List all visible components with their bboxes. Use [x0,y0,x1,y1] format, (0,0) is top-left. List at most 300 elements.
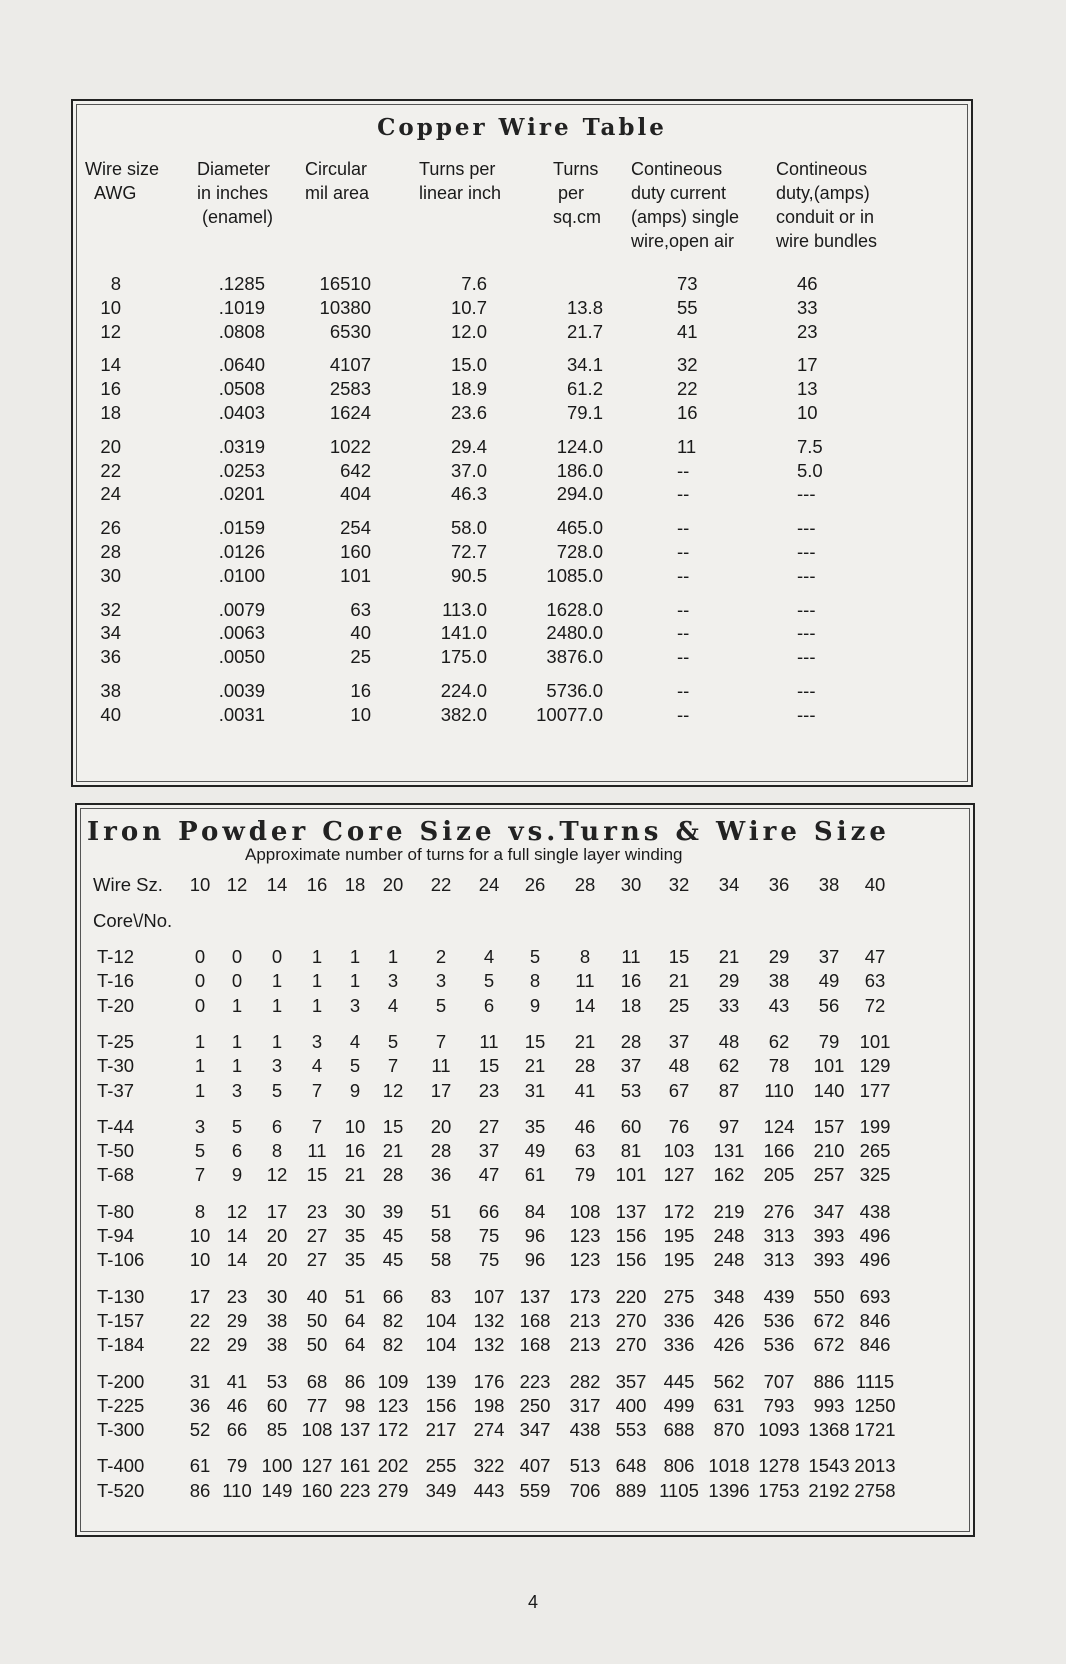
turns-cell: 137 [339,1419,371,1441]
wire-size-header: 20 [382,874,404,895]
turns-cell: 672 [813,1334,845,1356]
core-label: T-80 [97,1200,135,1222]
turns-cell: 61 [189,1455,211,1477]
turns-cell: 50 [306,1309,328,1331]
turns-cell: 4 [311,1055,323,1077]
turns-cell: 15 [382,1115,404,1137]
wire-size-header: 32 [668,874,690,895]
turns-cell: 87 [718,1079,740,1101]
wire-size-header: 26 [524,874,546,895]
turns-cell: 1 [194,1079,206,1101]
turns-cell: 846 [859,1309,891,1331]
turns-cell: 846 [859,1334,891,1356]
turns-cell: 168 [519,1309,551,1331]
copper-cell-turns-sqcm: 34.1 [566,354,603,376]
turns-cell: 98 [344,1394,366,1416]
turns-cell: 0 [194,946,206,967]
turns-cell: 445 [663,1370,695,1392]
turns-cell: 248 [713,1249,745,1271]
copper-cell-turns-sqcm: 1085.0 [546,564,603,586]
turns-cell: 8 [271,1140,283,1162]
copper-cell-turns-sqcm: 124.0 [556,435,603,457]
turns-cell: 157 [813,1115,845,1137]
core-label: T-30 [97,1055,135,1077]
copper-cell-turns-inch: 382.0 [440,703,487,725]
turns-cell: 8 [579,946,591,967]
copper-cell-diameter: .0079 [218,598,265,620]
copper-cell-turns-sqcm: 1628.0 [546,598,603,620]
turns-cell: 11 [479,1030,499,1052]
turns-cell: 124 [763,1115,795,1137]
copper-cell-diameter: .0031 [218,703,265,725]
turns-cell: 103 [663,1140,695,1162]
turns-cell: 199 [859,1115,891,1137]
turns-cell: 41 [226,1370,248,1392]
copper-cell-cmil: 16510 [319,273,371,294]
turns-cell: 63 [864,970,886,992]
copper-cell-turns-inch: 224.0 [440,680,487,701]
core-label: T-184 [97,1334,145,1356]
turns-cell: 3 [271,1055,283,1077]
wire-size-header: 34 [718,874,740,895]
turns-cell: 426 [713,1334,745,1356]
turns-cell: 45 [382,1225,404,1246]
turns-cell: 129 [859,1055,891,1077]
turns-cell: 348 [713,1285,745,1307]
turns-cell: 38 [768,970,790,992]
turns-cell: 257 [813,1164,845,1186]
turns-cell: 66 [382,1285,404,1307]
wire-size-header: 28 [574,874,596,895]
turns-cell: 139 [425,1370,457,1392]
turns-cell: 68 [306,1370,328,1392]
turns-cell: 336 [663,1309,695,1331]
turns-cell: 15 [668,946,690,967]
turns-cell: 51 [344,1285,366,1307]
turns-cell: 6 [483,994,495,1016]
turns-cell: 693 [859,1285,891,1307]
turns-cell: 75 [478,1225,500,1246]
copper-cell-turns-inch: 72.7 [450,541,487,562]
turns-cell: 1 [231,1055,243,1077]
copper-cell-amps-single: 16 [677,402,698,423]
turns-cell: 672 [813,1309,845,1331]
turns-cell: 7 [311,1115,323,1137]
turns-cell: 53 [620,1079,642,1101]
turns-cell: 77 [306,1394,328,1416]
copper-cell-awg: 14 [100,354,121,376]
turns-cell: 30 [266,1285,288,1307]
copper-cell-amps-single: -- [677,622,690,644]
turns-cell: 393 [813,1225,845,1246]
turns-cell: 96 [524,1225,546,1246]
turns-cell: 81 [620,1140,642,1162]
turns-cell: 7 [435,1030,447,1052]
wire-size-header: 12 [226,874,248,895]
turns-cell: 37 [818,946,840,967]
copper-cell-cmil: 10380 [319,296,371,318]
core-number-label: Core\/No. [93,910,173,931]
copper-cell-diameter: .0201 [218,483,265,505]
header-diameter: Diameter in inches (enamel) [197,159,274,227]
copper-cell-turns-sqcm: 79.1 [566,402,603,423]
turns-cell: 64 [344,1334,366,1356]
copper-cell-amps-single: -- [677,517,690,539]
turns-cell: 10 [189,1249,211,1271]
turns-cell: 29 [226,1309,248,1331]
turns-cell: 11 [575,970,595,992]
copper-cell-turns-sqcm: 465.0 [556,517,603,539]
core-label: T-157 [97,1309,145,1331]
copper-cell-awg: 22 [100,459,121,481]
turns-cell: 62 [768,1030,790,1052]
turns-cell: 160 [301,1479,333,1501]
turns-cell: 2 [435,946,447,967]
copper-cell-cmil: 160 [340,541,371,562]
turns-cell: 1105 [659,1479,699,1501]
turns-cell: 58 [430,1225,452,1246]
turns-cell: 223 [519,1370,551,1392]
turns-cell: 0 [271,946,283,967]
turns-cell: 499 [663,1394,695,1416]
copper-cell-cmil: 25 [350,646,371,668]
turns-cell: 274 [473,1419,505,1441]
copper-cell-diameter: .0808 [218,320,265,342]
turns-cell: 172 [663,1200,695,1222]
turns-cell: 1 [231,1030,243,1052]
copper-cell-awg: 36 [100,646,121,668]
turns-cell: 17 [430,1079,452,1101]
turns-cell: 30 [344,1200,366,1222]
turns-cell: 889 [615,1479,647,1501]
copper-cell-turns-sqcm: 61.2 [566,378,603,400]
turns-cell: 322 [473,1455,505,1477]
turns-cell: 140 [813,1079,845,1101]
turns-cell: 37 [620,1055,642,1077]
turns-cell: 28 [430,1140,452,1162]
turns-cell: 27 [306,1225,328,1246]
turns-cell: 40 [306,1285,328,1307]
turns-cell: 3 [231,1079,243,1101]
copper-cell-amps-bundle: --- [797,703,816,725]
copper-cell-turns-inch: 10.7 [450,296,487,318]
copper-cell-cmil: 40 [350,622,371,644]
turns-cell: 5 [194,1140,206,1162]
turns-cell: 276 [763,1200,795,1222]
turns-cell: 14 [574,994,596,1016]
copper-cell-diameter: .0039 [218,680,265,701]
turns-cell: 104 [425,1334,457,1356]
turns-cell: 60 [620,1115,642,1137]
turns-cell: 4 [349,1030,361,1052]
turns-cell: 11 [307,1140,327,1162]
turns-cell: 83 [430,1285,452,1307]
copper-cell-turns-sqcm: 13.8 [566,296,603,318]
copper-cell-diameter: .0050 [218,646,265,668]
turns-cell: 5 [349,1055,361,1077]
turns-cell: 213 [569,1334,601,1356]
turns-cell: 17 [189,1285,211,1307]
turns-cell: 1278 [758,1455,800,1477]
turns-cell: 23 [226,1285,248,1307]
copper-cell-cmil: 2583 [329,378,371,400]
copper-cell-amps-bundle: 7.5 [797,435,823,457]
copper-cell-amps-single: -- [677,598,690,620]
copper-cell-amps-single: 55 [677,296,698,318]
turns-cell: 66 [478,1200,500,1222]
turns-cell: 132 [473,1309,505,1331]
turns-cell: 4 [483,946,495,967]
turns-cell: 213 [569,1309,601,1331]
turns-cell: 35 [524,1115,546,1137]
turns-cell: 46 [226,1394,248,1416]
turns-cell: 156 [615,1249,647,1271]
turns-cell: 400 [615,1394,647,1416]
turns-cell: 7 [311,1079,323,1101]
copper-cell-awg: 32 [100,598,121,620]
turns-cell: 0 [194,970,206,992]
turns-cell: 168 [519,1334,551,1356]
copper-cell-amps-single: 41 [677,320,698,342]
turns-cell: 688 [663,1419,695,1441]
wire-size-header: 38 [818,874,840,895]
turns-cell: 82 [382,1334,404,1356]
turns-cell: 85 [266,1419,288,1441]
turns-cell: 439 [763,1285,795,1307]
turns-cell: 9 [349,1079,361,1101]
turns-cell: 1 [311,970,323,992]
iron-table-subtitle: Approximate number of turns for a full single layer winding [245,845,683,864]
turns-cell: 870 [713,1419,745,1441]
turns-cell: 210 [813,1140,845,1162]
wire-size-header: 18 [344,874,366,895]
wire-size-header: 36 [768,874,790,895]
turns-cell: 76 [668,1115,690,1137]
turns-cell: 37 [668,1030,690,1052]
turns-cell: 2758 [854,1479,896,1501]
turns-cell: 79 [574,1164,596,1186]
turns-cell: 270 [615,1334,647,1356]
turns-cell: 536 [763,1309,795,1331]
copper-cell-cmil: 1022 [329,435,371,457]
core-label: T-20 [97,994,135,1016]
turns-cell: 217 [425,1419,457,1441]
turns-cell: 1 [231,994,243,1016]
turns-cell: 23 [478,1079,500,1101]
header-amps-bundle: Contineous duty,(amps) conduit or in wire bundles [776,159,878,251]
turns-cell: 21 [344,1164,366,1186]
turns-cell: 3 [311,1030,323,1052]
turns-cell: 12 [382,1079,404,1101]
turns-cell: 27 [306,1249,328,1271]
turns-cell: 137 [519,1285,551,1307]
copper-cell-turns-inch: 23.6 [450,402,487,423]
copper-cell-turns-inch: 58.0 [450,517,487,539]
turns-cell: 2013 [854,1455,896,1477]
copper-cell-turns-sqcm: 10077.0 [536,703,603,725]
copper-cell-awg: 38 [100,680,121,701]
turns-cell: 393 [813,1249,845,1271]
core-label: T-300 [97,1419,145,1441]
copper-cell-amps-single: 73 [677,273,698,294]
copper-cell-diameter: .0063 [218,622,265,644]
turns-cell: 172 [377,1419,409,1441]
turns-cell: 1 [271,1030,283,1052]
copper-cell-awg: 34 [100,622,121,644]
turns-cell: 248 [713,1225,745,1246]
turns-cell: 220 [615,1285,647,1307]
turns-cell: 104 [425,1309,457,1331]
core-label: T-37 [97,1079,135,1101]
turns-cell: 1 [194,1030,206,1052]
header-turns-inch: Turns per linear inch [419,159,502,203]
turns-cell: 39 [382,1200,404,1222]
turns-cell: 21 [668,970,690,992]
turns-cell: 21 [382,1140,404,1162]
turns-cell: 223 [339,1479,371,1501]
turns-cell: 1115 [855,1370,895,1392]
turns-cell: 313 [763,1225,795,1246]
turns-cell: 1 [271,994,283,1016]
turns-cell: 14 [226,1249,248,1271]
turns-cell: 349 [425,1479,457,1501]
turns-cell: 31 [524,1079,546,1101]
core-label: T-68 [97,1164,135,1186]
copper-cell-amps-single: -- [677,483,690,505]
copper-cell-awg: 10 [100,296,121,318]
turns-cell: 10 [189,1225,211,1246]
turns-cell: 1 [311,946,323,967]
copper-cell-amps-bundle: 17 [797,354,818,376]
turns-cell: 41 [574,1079,596,1101]
turns-cell: 166 [763,1140,795,1162]
turns-cell: 108 [301,1419,333,1441]
turns-cell: 29 [768,946,790,967]
copper-cell-diameter: .0319 [218,435,265,457]
copper-cell-turns-inch: 29.4 [450,435,487,457]
turns-cell: 22 [189,1309,211,1331]
copper-cell-awg: 40 [100,703,121,725]
turns-cell: 97 [718,1115,740,1137]
turns-cell: 11 [621,946,641,967]
turns-cell: 205 [763,1164,795,1186]
turns-cell: 631 [713,1394,745,1416]
copper-cell-cmil: 642 [340,459,371,481]
turns-cell: 265 [859,1140,891,1162]
turns-cell: 78 [768,1055,790,1077]
copper-cell-turns-sqcm: 186.0 [556,459,603,481]
iron-powder-core-table [75,803,975,1537]
turns-cell: 82 [382,1309,404,1331]
turns-cell: 9 [231,1164,243,1186]
turns-cell: 33 [718,994,740,1016]
turns-cell: 43 [768,994,790,1016]
copper-cell-awg: 12 [100,320,121,342]
turns-cell: 3 [194,1115,206,1137]
copper-cell-turns-inch: 15.0 [450,354,487,376]
copper-cell-turns-inch: 90.5 [450,564,487,586]
core-label: T-200 [97,1370,145,1392]
copper-cell-turns-sqcm: 21.7 [566,320,603,342]
turns-cell: 162 [713,1164,745,1186]
copper-wire-table [71,99,973,787]
turns-cell: 6 [271,1115,283,1137]
turns-cell: 4 [387,994,399,1016]
turns-cell: 52 [189,1419,211,1441]
copper-cell-amps-single: 22 [677,378,698,400]
copper-cell-diameter: .0640 [218,354,265,376]
core-label: T-130 [97,1285,145,1307]
turns-cell: 27 [478,1115,500,1137]
turns-cell: 96 [524,1249,546,1271]
iron-table-title: Iron Powder Core Size vs.Turns & Wire Size [87,817,890,847]
copper-cell-diameter: .0403 [218,402,265,423]
copper-cell-amps-bundle: --- [797,598,816,620]
header-cmil: Circular mil area [305,159,370,203]
turns-cell: 3 [349,994,361,1016]
turns-cell: 1 [349,946,361,967]
turns-cell: 426 [713,1309,745,1331]
wire-size-header: 40 [864,874,886,895]
turns-cell: 123 [377,1394,409,1416]
turns-cell: 6 [231,1140,243,1162]
turns-cell: 3 [435,970,447,992]
turns-cell: 255 [425,1455,457,1477]
copper-cell-amps-bundle: 13 [797,378,818,400]
copper-cell-turns-inch: 46.3 [450,483,487,505]
wire-size-header: 30 [620,874,642,895]
turns-cell: 562 [713,1370,745,1392]
copper-cell-cmil: 10 [350,703,371,725]
turns-cell: 58 [430,1249,452,1271]
turns-cell: 496 [859,1249,891,1271]
copper-cell-amps-bundle: --- [797,483,816,505]
core-label: T-12 [97,946,135,967]
copper-cell-amps-bundle: 23 [797,320,818,342]
copper-cell-amps-single: -- [677,680,690,701]
turns-cell: 49 [524,1140,546,1162]
core-label: T-16 [97,970,135,992]
turns-cell: 707 [763,1370,795,1392]
copper-cell-cmil: 1624 [329,402,371,423]
turns-cell: 67 [668,1079,690,1101]
turns-cell: 793 [763,1394,795,1416]
copper-cell-amps-bundle: --- [797,564,816,586]
turns-cell: 0 [231,970,243,992]
copper-cell-cmil: 4107 [329,354,371,376]
copper-cell-turns-inch: 113.0 [442,598,487,620]
turns-cell: 84 [524,1200,546,1222]
turns-cell: 17 [266,1200,288,1222]
copper-cell-turns-inch: 7.6 [461,273,487,294]
turns-cell: 64 [344,1309,366,1331]
turns-cell: 1543 [808,1455,850,1477]
turns-cell: 8 [194,1200,206,1222]
wire-size-label: Wire Sz. [93,874,163,895]
turns-cell: 317 [569,1394,601,1416]
copper-cell-amps-bundle: --- [797,680,816,701]
copper-cell-amps-bundle: --- [797,622,816,644]
turns-cell: 21 [574,1030,596,1052]
copper-cell-cmil: 63 [350,598,371,620]
copper-cell-cmil: 254 [340,517,371,539]
turns-cell: 31 [189,1370,211,1392]
turns-cell: 443 [473,1479,505,1501]
copper-cell-awg: 20 [100,435,121,457]
turns-cell: 195 [663,1249,695,1271]
turns-cell: 5 [271,1079,283,1101]
page-number: 4 [527,1592,538,1612]
